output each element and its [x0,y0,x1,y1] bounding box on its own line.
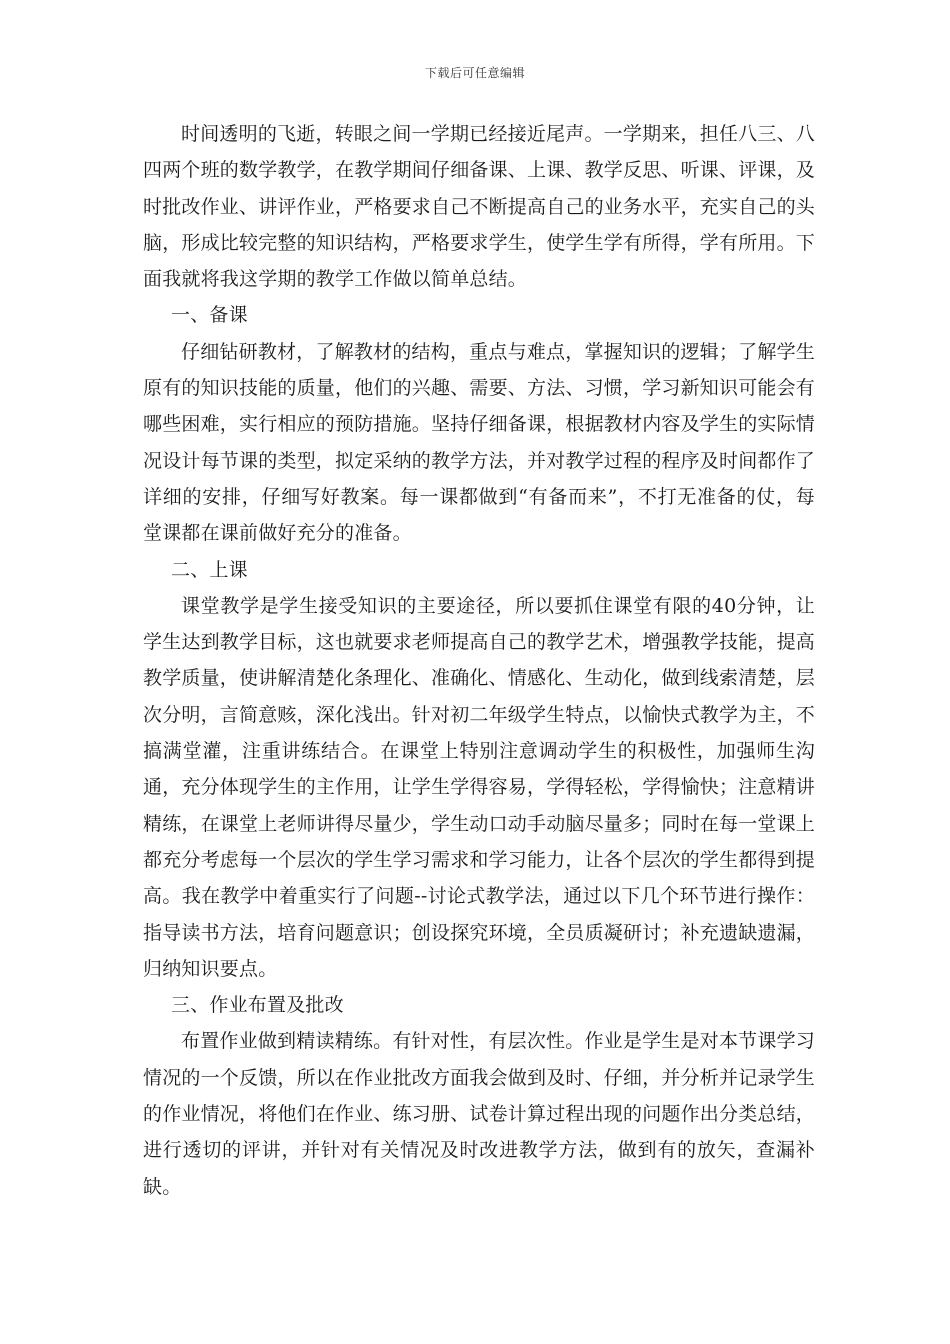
document-body [143,116,815,1205]
section-heading-homework: 三、作业布置及批改 [171,994,344,1017]
homework-paragraph: 布置作业做到精读精练。有针对性，有层次性。作业是学生是对本节课学习情况的一个反馈，所以在作业批改方面我会做到及时、仔细，并分析并记录学生的作业情况，将他们在作业、练习册、试卷计算过程出现的问题作出分类总结，进行透切的评讲，并针对有关情况及时改进教学方法，做到有的放矢，查漏补缺。 [143,1030,816,1198]
lesson-prep-paragraph: 仔细钻研教材，了解教材的结构，重点与难点，掌握知识的逻辑；了解学生原有的知识技能的质量，他们的兴趣、需要、方法、习惯，学习新知识可能会有哪些困难，实行相应的预防措施。坚持仔细备课，根据教材内容及学生的实际情况设计每节课的类型，拟定采纳的教学方法，并对教学过程的程序及时间都作了详细的安排，仔细写好教案。每一课都做到“有备而来”，不打无准备的仗，每堂课都在课前做好充分的准备。 [143,340,816,545]
header-note: 下载后可任意编辑 [424,66,525,80]
teaching-paragraph: 课堂教学是学生接受知识的主要途径，所以要抓住课堂有限的40分钟，让学生达到教学目标，这也就要求老师提高自己的教学艺术，增强教学技能，提高教学质量，使讲解清楚化条理化、准确化、情感化、生动化，做到线索清楚，层次分明，言简意赅，深化浅出。针对初二年级学生特点，以愉快式教学为主，不搞满堂灌，注重讲练结合。在课堂上特别注意调动学生的积极性，加强师生沟通，充分体现学生的主作用，让学生学得容易，学得轻松，学得愉快；注意精讲精练，在课堂上老师讲得尽量少，学生动口动手动脑尽量多；同时在每一堂课上都充分考虑每一个层次的学生学习需求和学习能力，让各个层次的学生都得到提高。我在教学中着重实行了问题--讨论式教学法，通过以下几个环节进行操作：指导读书方法，培育问题意识；创设探究环境，全员质凝研讨；补充遗缺遗漏，归纳知识要点。 [143,594,816,980]
section-heading-teaching: 二、上课 [171,558,248,581]
section-heading-lesson-prep: 一、备课 [171,304,248,327]
intro-paragraph: 时间透明的飞逝，转眼之间一学期已经接近尾声。一学期来，担任八三、八四两个班的数学教学，在教学期间仔细备课、上课、教学反思、听课、评课，及时批改作业、讲评作业，严格要求自己不断提高自己的业务水平，充实自己的头脑，形成比较完整的知识结构，严格要求学生，使学生学有所得，学有所用。下面我就将我这学期的教学工作做以简单总结。 [143,123,816,291]
